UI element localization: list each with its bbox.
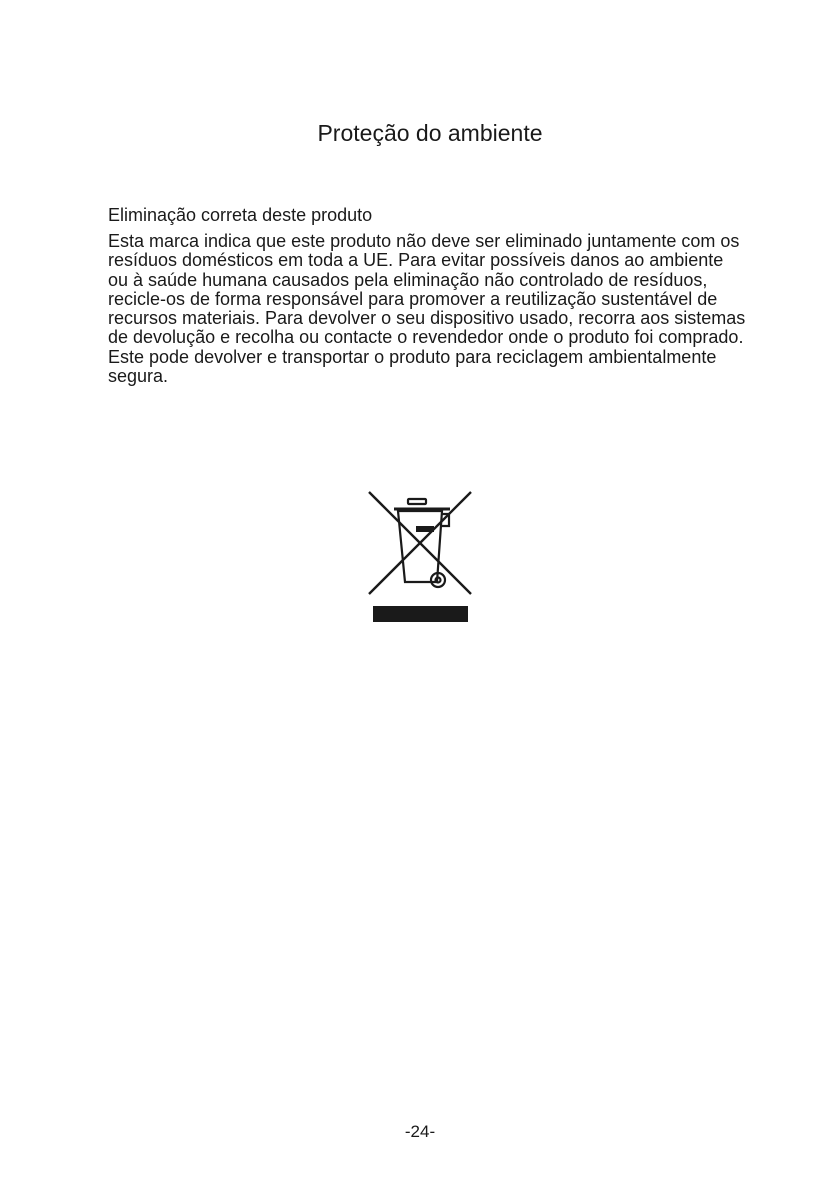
crossed-out-wheelie-bin-icon [364, 488, 476, 624]
disposal-section [108, 204, 748, 386]
section-heading: Eliminação correta deste produto [108, 205, 373, 225]
page-title: Proteção do ambiente [317, 120, 543, 146]
page-number: -24- [404, 1122, 436, 1141]
recycling-paragraph: Este pode devolver e transportar o produto para reciclagem ambientalmente segura. [108, 346, 717, 387]
disposal-paragraph: Esta marca indica que este produto não deve ser eliminado juntamente com os resíduos domésticos em toda a UE. Para evitar possíveis danos ao ambiente ou à saúde humana causados pela eliminação não controlado de resíduos, recicle-os de forma responsável para promover a reutilização sustentável de recursos materiais. Para devolver o seu dispositivo usado, recorra aos sistemas de devolução e recolha ou contacte o revendedor onde o produto foi comprado. [108, 231, 746, 348]
